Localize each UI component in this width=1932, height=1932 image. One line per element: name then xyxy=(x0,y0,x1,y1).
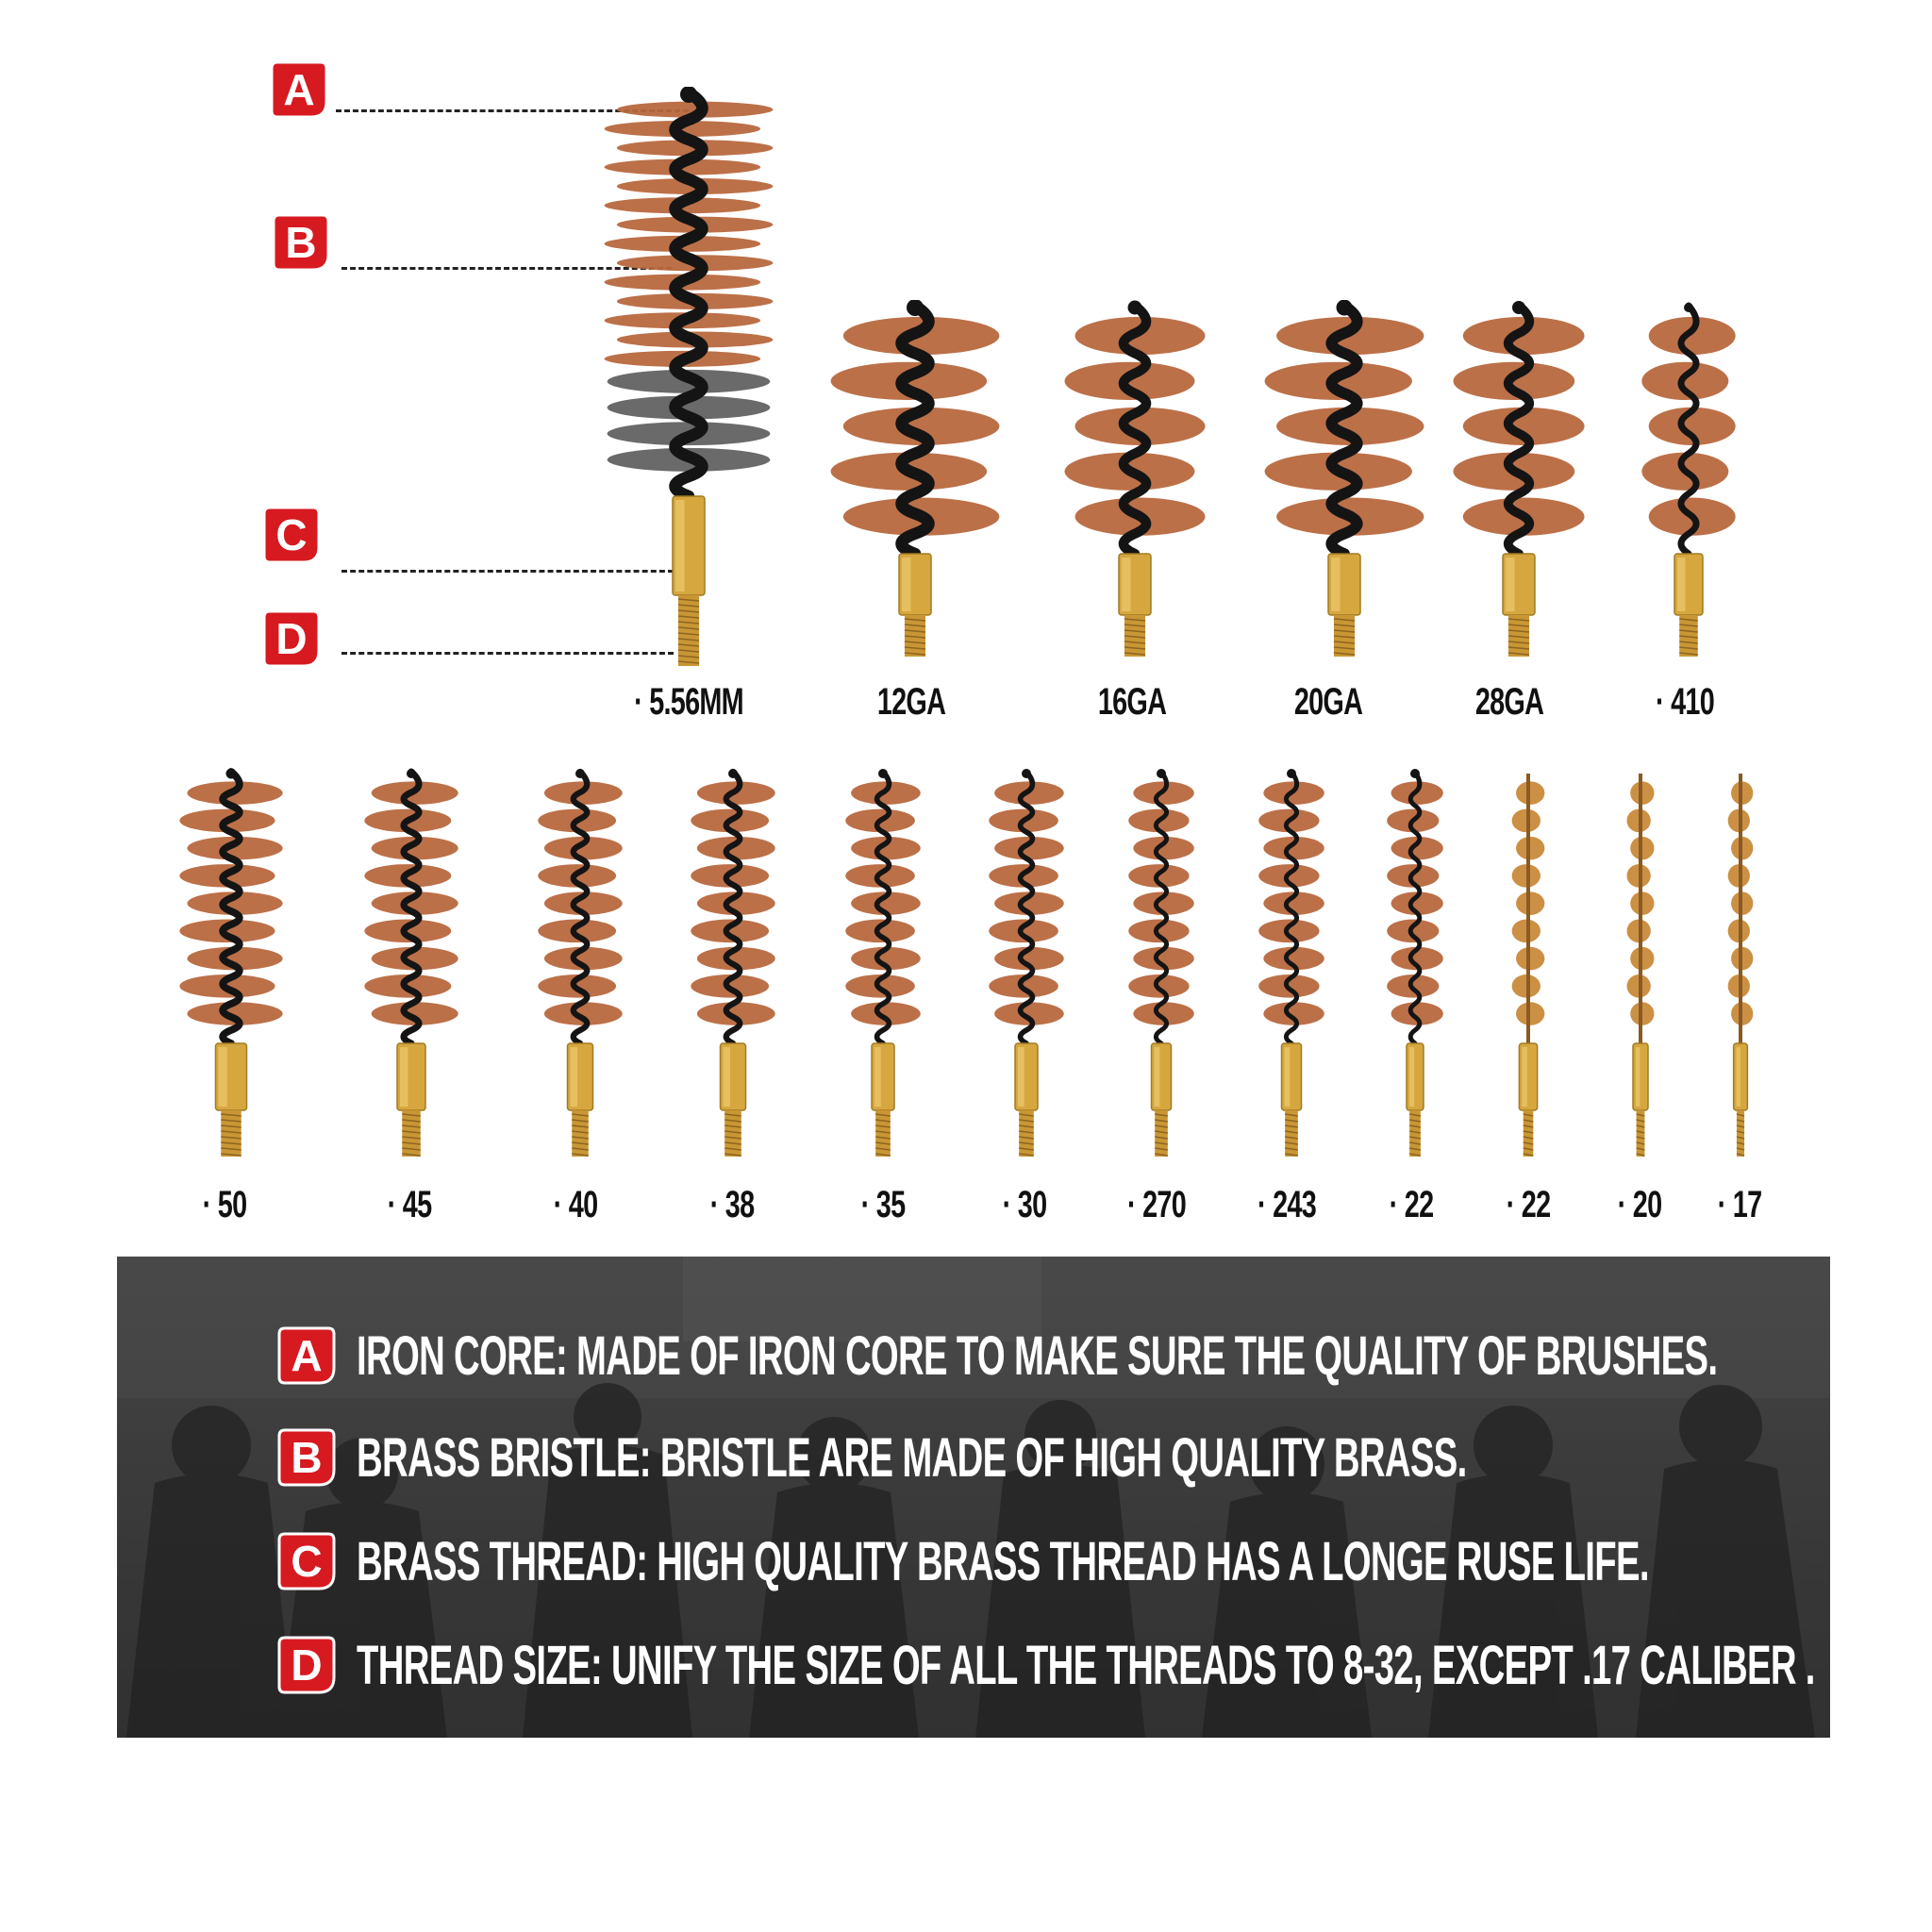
feature-row-a xyxy=(277,1323,1830,1389)
caliber-label-22-coil: · 22 xyxy=(1506,1184,1551,1225)
brush-410 xyxy=(1641,300,1736,662)
fitting-highlight xyxy=(1737,1047,1740,1107)
fitting-highlight xyxy=(1409,1047,1414,1107)
brush-556mm xyxy=(604,87,774,672)
bristle-tuft xyxy=(1516,1002,1544,1025)
brush-270 xyxy=(1128,766,1194,1162)
fitting-highlight xyxy=(1677,558,1685,611)
brass-fitting xyxy=(1633,1043,1648,1110)
feature-badge-c-letter: C xyxy=(291,1537,323,1586)
brush-35 xyxy=(845,766,921,1162)
fitting-highlight xyxy=(1636,1047,1640,1107)
feature-text-a: IRON CORE: MADE OF IRON CORE TO MAKE SURE THE QUALITY OF BRUSHES. xyxy=(357,1324,1718,1387)
bristle-tuft xyxy=(1516,781,1544,805)
feature-badge-b xyxy=(277,1428,336,1487)
caliber-label-20-coil: · 20 xyxy=(1617,1184,1662,1225)
marker-d xyxy=(262,609,321,668)
fitting-highlight xyxy=(874,1047,881,1107)
core-tip xyxy=(1287,769,1296,778)
marker-d-letter: D xyxy=(275,614,308,663)
bristle-tuft xyxy=(1516,947,1544,971)
caliber-label-16ga: 16GA xyxy=(1097,681,1167,723)
fitting-highlight xyxy=(1522,1047,1526,1107)
bristle-tuft xyxy=(1128,920,1189,943)
caliber-label-40: · 40 xyxy=(553,1184,598,1225)
brush-50 xyxy=(179,766,283,1162)
fitting-highlight xyxy=(724,1047,731,1107)
caliber-label-28ga: 28GA xyxy=(1474,681,1544,723)
marker-c xyxy=(262,506,321,564)
brush-20-coil xyxy=(1617,766,1664,1162)
caliber-label-30: · 30 xyxy=(1002,1184,1047,1225)
fitting-highlight xyxy=(400,1047,408,1107)
marker-c-letter: C xyxy=(275,510,308,559)
core-tip xyxy=(1157,769,1166,778)
caliber-label-410: · 410 xyxy=(1655,681,1715,723)
marker-b xyxy=(272,213,330,272)
fitting-highlight xyxy=(902,558,911,611)
brush-22-coil xyxy=(1500,766,1557,1162)
bristle-tuft xyxy=(1516,891,1544,915)
marker-a-letter: A xyxy=(283,65,315,114)
brush-16ga xyxy=(1064,300,1206,662)
feature-row-b xyxy=(277,1424,1830,1491)
caliber-label-38: · 38 xyxy=(709,1184,755,1225)
bristle-tuft xyxy=(1133,837,1193,860)
core-tip xyxy=(1022,769,1031,778)
brush-12ga xyxy=(830,300,1000,662)
feature-badge-d xyxy=(277,1636,336,1694)
feature-text-b: BRASS BRISTLE: BRISTLE ARE MADE OF HIGH QUALITY BRASS. xyxy=(357,1426,1467,1489)
brass-fitting xyxy=(1407,1043,1424,1110)
brush-28ga xyxy=(1453,300,1585,662)
core-tip xyxy=(1684,303,1693,312)
core-tip xyxy=(1337,300,1353,316)
bristle-tuft xyxy=(1516,837,1544,860)
feature-badge-d-letter: D xyxy=(291,1641,323,1690)
core-tip xyxy=(407,769,416,778)
fitting-highlight xyxy=(675,500,685,591)
bristle-tuft xyxy=(1512,809,1541,833)
caliber-label-35: · 35 xyxy=(860,1184,906,1225)
feature-text-d: THREAD SIZE: UNIFY THE SIZE OF ALL THE THREADS TO 8-32, EXCEPT .17 CALIBER . xyxy=(357,1634,1815,1696)
bristle-tuft xyxy=(1512,864,1541,888)
caliber-label-22: · 22 xyxy=(1389,1184,1434,1225)
core-tip xyxy=(1128,301,1142,315)
brass-fitting xyxy=(1734,1043,1748,1110)
core-tip xyxy=(575,769,585,778)
brush-45 xyxy=(364,766,458,1162)
marker-b-letter: B xyxy=(285,218,317,267)
brush-40 xyxy=(538,766,623,1162)
fitting-highlight xyxy=(1122,558,1131,611)
fitting-highlight xyxy=(1155,1047,1160,1107)
caliber-label-45: · 45 xyxy=(387,1184,432,1225)
bristle-tuft xyxy=(1512,974,1541,998)
bristle-tuft xyxy=(1263,837,1324,860)
bristle-tuft xyxy=(1512,920,1541,943)
bristle-tuft xyxy=(1649,317,1736,355)
core-tip xyxy=(728,769,738,778)
caliber-label-12ga: 12GA xyxy=(876,681,946,723)
core-tip xyxy=(226,769,237,779)
caliber-label-270: · 270 xyxy=(1126,1184,1187,1225)
feature-badge-a-letter: A xyxy=(291,1331,323,1380)
feature-badge-c xyxy=(277,1532,336,1591)
core-tip xyxy=(1512,301,1525,314)
feature-row-c xyxy=(277,1528,1830,1594)
core-tip xyxy=(1410,769,1420,778)
feature-row-d xyxy=(277,1632,1830,1698)
brush-22 xyxy=(1387,766,1443,1162)
features-panel xyxy=(117,1257,1830,1738)
brush-20ga xyxy=(1264,300,1424,662)
feature-badge-a xyxy=(277,1326,336,1385)
core-tip xyxy=(878,769,888,778)
fitting-highlight xyxy=(1285,1047,1291,1107)
feature-badge-b-letter: B xyxy=(291,1433,323,1482)
marker-a xyxy=(270,60,328,119)
fitting-highlight xyxy=(571,1047,578,1107)
fitting-highlight xyxy=(1506,558,1515,611)
brush-38 xyxy=(691,766,775,1162)
brass-fitting xyxy=(1519,1043,1537,1110)
fitting-highlight xyxy=(1331,558,1341,611)
brush-243 xyxy=(1258,766,1324,1162)
caliber-label-556mm: · 5.56MM xyxy=(634,681,743,723)
brush-17-coil xyxy=(1719,766,1762,1162)
caliber-label-50: · 50 xyxy=(202,1184,247,1225)
caliber-label-20ga: 20GA xyxy=(1293,681,1363,723)
brush-30 xyxy=(989,766,1064,1162)
fitting-highlight xyxy=(219,1047,227,1107)
bristle-tuft xyxy=(1258,920,1319,943)
caliber-label-17-coil: · 17 xyxy=(1717,1184,1762,1225)
feature-text-c: BRASS THREAD: HIGH QUALITY BRASS THREAD HAS A LONGE RUSE LIFE. xyxy=(357,1530,1649,1592)
caliber-label-243: · 243 xyxy=(1257,1184,1317,1225)
fitting-highlight xyxy=(1018,1047,1024,1107)
